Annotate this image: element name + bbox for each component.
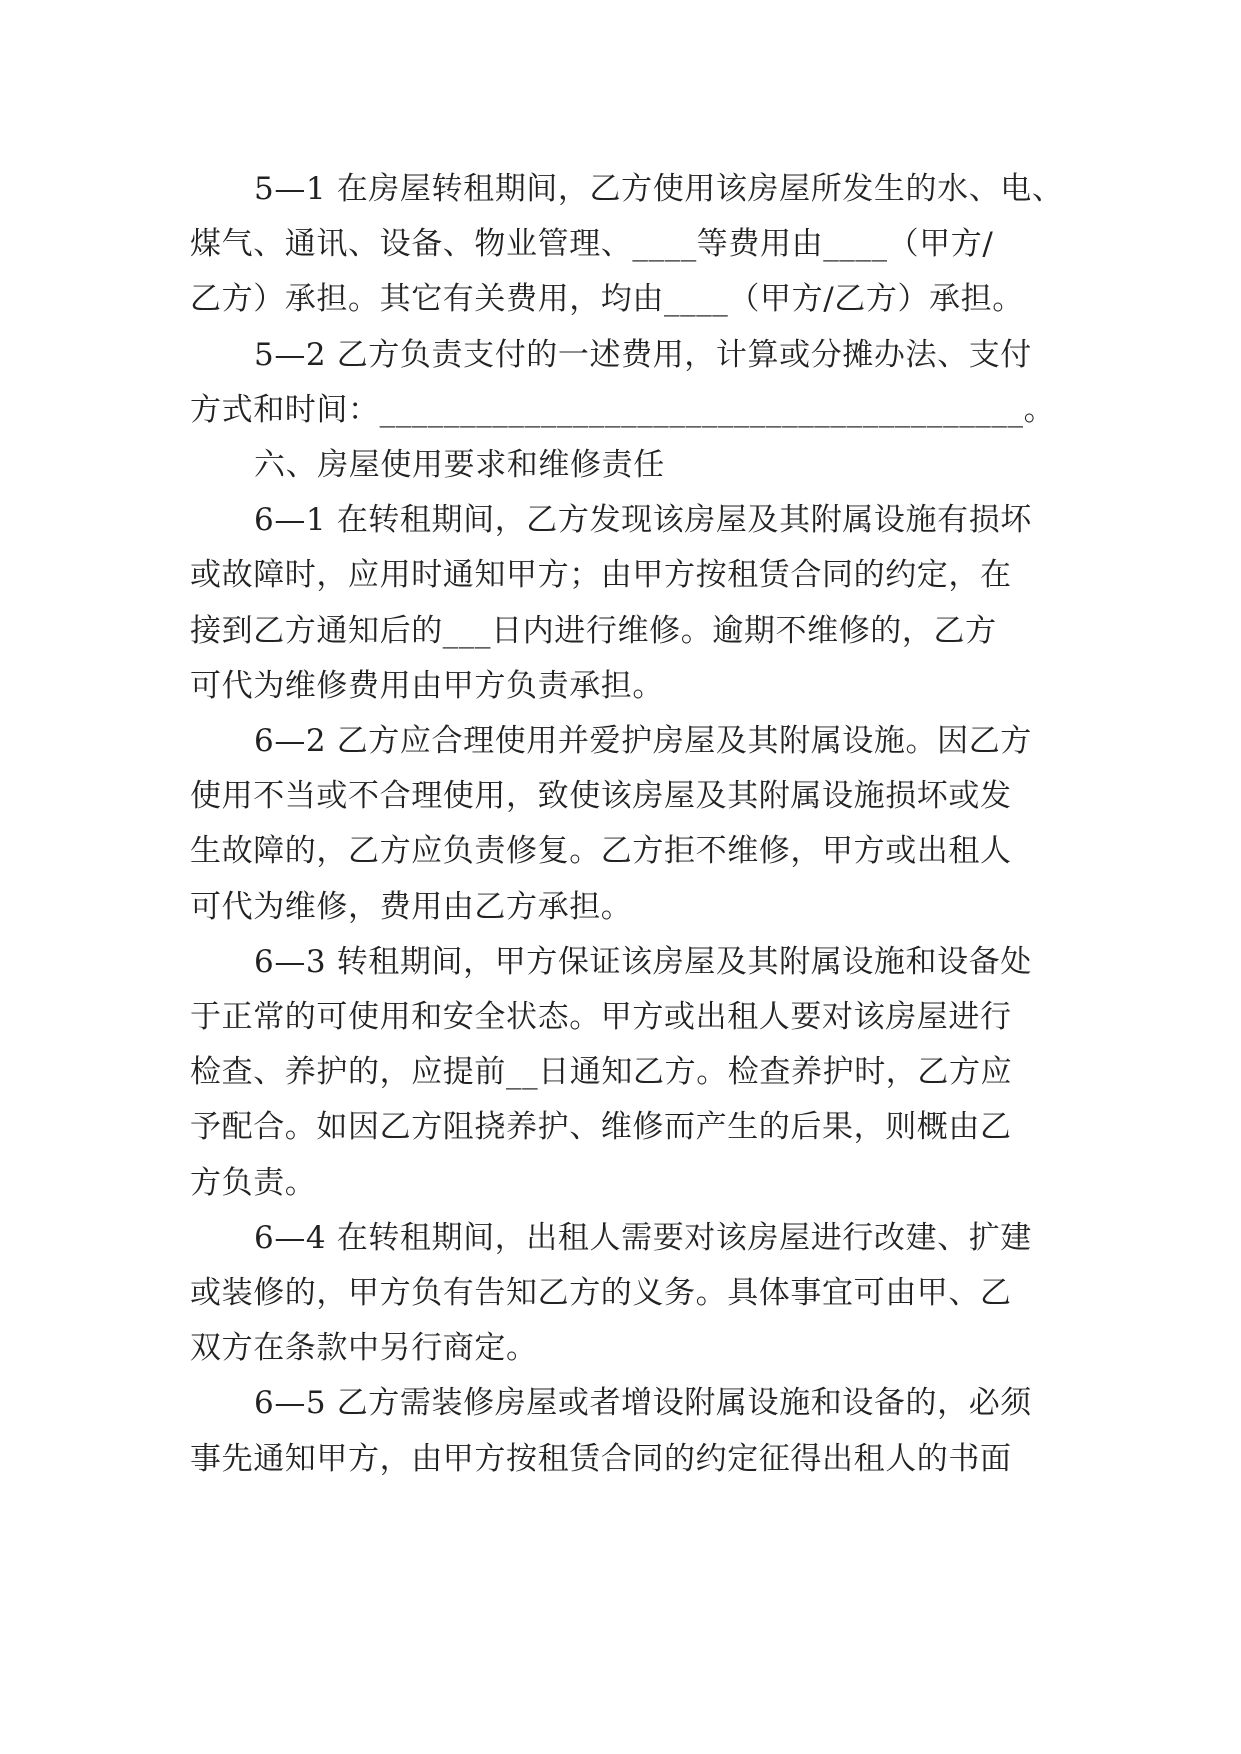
clause-6-4-line: 或装修的，甲方负有告知乙方的义务。具体事宜可由甲、乙 [190, 1275, 1012, 1312]
section-6-heading [190, 438, 1090, 493]
clause-6-5-line: 6—5 乙方需装修房屋或者增设附属设施和设备的，必须 [254, 1385, 1032, 1422]
clause-5-1-line: 乙方）承担。其它有关费用，均由____（甲方/乙方）承担。 [190, 281, 1024, 318]
clause-5-2 [190, 328, 1090, 438]
clause-6-1-line: 或故障时，应用时通知甲方；由甲方按租赁合同的约定，在 [190, 557, 1012, 594]
clause-5-1 [190, 162, 1090, 328]
clause-6-1-line: 接到乙方通知后的___日内进行维修。逾期不维修的，乙方 [190, 612, 997, 649]
clause-6-3-line: 检查、养护的，应提前__日通知乙方。检查养护时，乙方应 [190, 1054, 1013, 1091]
clause-5-1-line: 煤气、通讯、设备、物业管理、____等费用由____（甲方/ [190, 226, 994, 263]
clause-6-2-line: 6—2 乙方应合理使用并爱护房屋及其附属设施。因乙方 [254, 723, 1032, 760]
clause-6-3 [190, 935, 1090, 1211]
clause-6-4-line: 双方在条款中另行商定。 [190, 1330, 538, 1367]
clause-6-3-line: 予配合。如因乙方阻挠养护、维修而产生的后果，则概由乙 [190, 1109, 1012, 1146]
section-6-title: 六、房屋使用要求和维修责任 [254, 447, 665, 484]
clause-6-2-line: 使用不当或不合理使用，致使该房屋及其附属设施损坏或发 [190, 778, 1012, 815]
clause-6-2-line: 可代为维修，费用由乙方承担。 [190, 888, 633, 925]
clause-6-5 [190, 1376, 1090, 1486]
clause-6-4-line: 6—4 在转租期间，出租人需要对该房屋进行改建、扩建 [254, 1219, 1032, 1256]
document-body [190, 162, 1090, 1487]
clause-6-3-line: 6—3 转租期间，甲方保证该房屋及其附属设施和设备处 [254, 943, 1032, 980]
clause-5-2-line: 5—2 乙方负责支付的一述费用，计算或分摊办法、支付 [254, 336, 1032, 373]
clause-6-3-line: 于正常的可使用和安全状态。甲方或出租人要对该房屋进行 [190, 999, 1012, 1036]
clause-5-2-line: 方式和时间：________________________________________。 [190, 391, 1056, 428]
clause-6-4 [190, 1211, 1090, 1377]
clause-6-3-line: 方负责。 [190, 1164, 317, 1201]
clause-6-1 [190, 493, 1090, 714]
clause-6-5-line: 事先通知甲方，由甲方按租赁合同的约定征得出租人的书面 [190, 1440, 1012, 1477]
clause-6-2 [190, 714, 1090, 935]
clause-6-1-line: 6—1 在转租期间，乙方发现该房屋及其附属设施有损坏 [254, 502, 1032, 539]
clause-6-1-line: 可代为维修费用由甲方负责承担。 [190, 667, 664, 704]
clause-6-2-line: 生故障的，乙方应负责修复。乙方拒不维修，甲方或出租人 [190, 833, 1012, 870]
clause-5-1-line: 5—1 在房屋转租期间，乙方使用该房屋所发生的水、电、 [254, 171, 1064, 207]
